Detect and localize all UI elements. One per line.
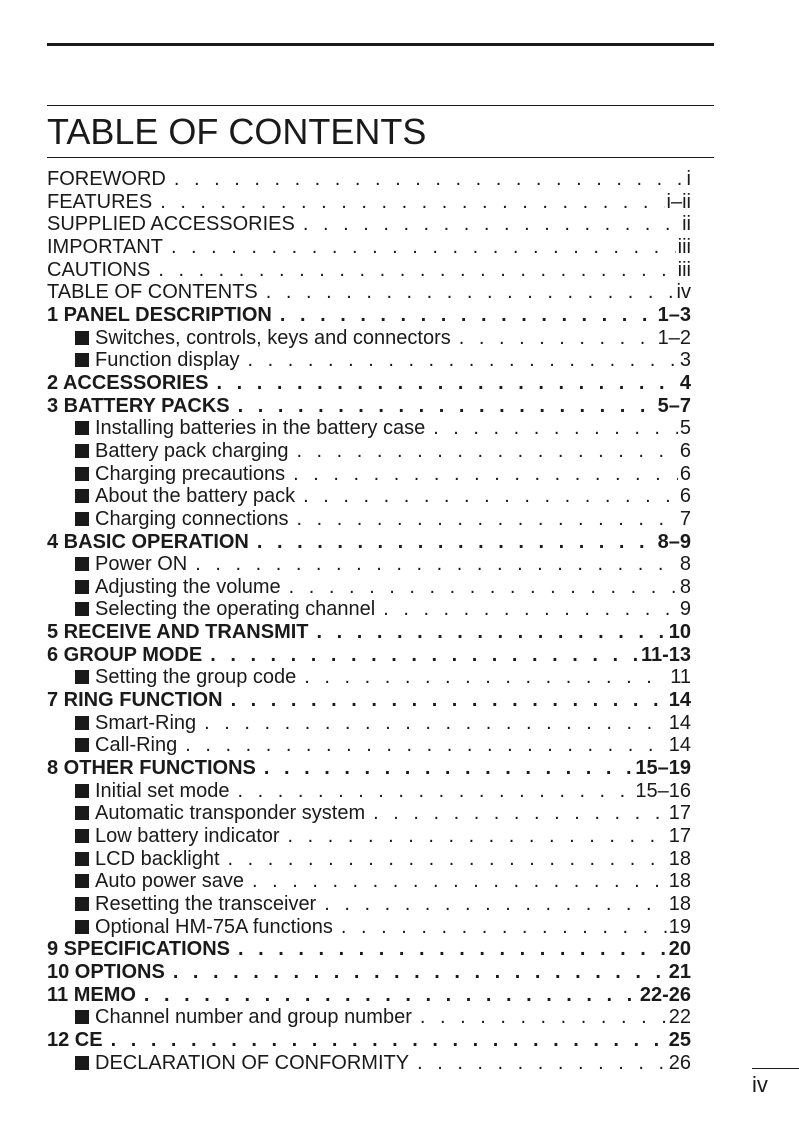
square-bullet-icon (75, 829, 89, 843)
square-bullet-icon (75, 467, 89, 481)
square-bullet-icon (75, 421, 89, 435)
toc-entry[interactable] (47, 191, 691, 214)
dot-leader (248, 349, 678, 372)
toc-entry[interactable] (47, 984, 691, 1007)
toc-entry-label: Low battery indicator (95, 825, 280, 848)
toc-entry[interactable] (47, 281, 691, 304)
square-bullet-icon (75, 784, 89, 798)
square-bullet-icon (75, 602, 89, 616)
toc-entry-page: 21 (668, 960, 691, 983)
dot-leader (293, 463, 678, 486)
dot-leader (158, 259, 675, 282)
toc-entry[interactable] (47, 1029, 691, 1052)
toc-entry-page: 14 (668, 734, 691, 757)
toc-entry[interactable] (47, 168, 691, 191)
toc-entry-label: 11 MEMO (47, 983, 136, 1006)
toc-entry-label: LCD backlight (95, 847, 220, 870)
toc-subentry[interactable] (47, 440, 691, 463)
square-bullet-icon (75, 670, 89, 684)
title-rule-top (47, 105, 714, 106)
top-rule (47, 43, 714, 46)
toc-entry-page: 6 (679, 439, 691, 462)
dot-leader (266, 281, 675, 304)
dot-leader (144, 984, 638, 1007)
title-rule-bottom (47, 157, 714, 158)
toc-entry-page: 15–16 (635, 779, 691, 802)
toc-entry-page: 6 (679, 462, 691, 485)
toc-entry-label: Smart-Ring (95, 711, 197, 734)
toc-entry-label: 10 OPTIONS (47, 960, 165, 983)
square-bullet-icon (75, 920, 89, 934)
toc-subentry[interactable] (47, 870, 691, 893)
toc-entry-label: 8 OTHER FUNCTIONS (47, 757, 256, 780)
toc-entry[interactable] (47, 372, 691, 395)
toc-entry-label: TABLE OF CONTENTS (47, 281, 258, 304)
toc-entry-label: Resetting the transceiver (95, 893, 317, 915)
dot-leader (324, 893, 667, 916)
toc-entry-label: 5 RECEIVE AND TRANSMIT (47, 621, 309, 644)
toc-entry-label: Optional HM-75A functions (95, 915, 333, 938)
dot-leader (288, 825, 667, 848)
dot-leader (304, 666, 668, 689)
toc-entry[interactable] (47, 621, 691, 644)
dot-leader (238, 780, 634, 803)
page-number: iv (752, 1072, 768, 1097)
toc-entry-label: Charging connections (95, 507, 289, 530)
toc-subentry[interactable] (47, 780, 691, 803)
dot-leader (296, 440, 677, 463)
toc-subentry[interactable] (47, 598, 691, 621)
dot-leader (264, 757, 633, 780)
toc-entry-label: Initial set mode (95, 779, 230, 802)
toc-entry-page: 6 (679, 485, 691, 508)
dot-leader (373, 802, 667, 825)
toc-entry-page: 26 (668, 1051, 691, 1074)
dot-leader (252, 870, 667, 893)
page-title: TABLE OF CONTENTS (47, 111, 427, 152)
dot-leader (210, 644, 639, 667)
toc-entry-page: 1–2 (657, 326, 691, 349)
toc-entry-label: About the battery pack (95, 485, 296, 508)
square-bullet-icon (75, 512, 89, 526)
toc-subentry[interactable] (47, 1006, 691, 1029)
toc-entry-page: 15–19 (635, 757, 691, 780)
toc-entry-page: 17 (668, 825, 691, 848)
dot-leader (231, 689, 667, 712)
toc-entry-label: Power ON (95, 553, 188, 576)
square-bullet-icon (75, 1056, 89, 1070)
toc-entry-page: 22 (668, 1006, 691, 1029)
toc-entry-label: 2 ACCESSORIES (47, 371, 209, 394)
toc-entry[interactable] (47, 259, 691, 282)
toc-subentry[interactable] (47, 734, 691, 757)
dot-leader (185, 734, 667, 757)
toc-subentry[interactable] (47, 417, 691, 440)
toc-entry-page: 18 (668, 870, 691, 893)
toc-entry-label: 9 SPECIFICATIONS (47, 938, 230, 961)
dot-leader (171, 236, 676, 259)
toc-entry-page: i (686, 168, 691, 190)
dot-leader (417, 1052, 667, 1075)
dot-leader (280, 304, 656, 327)
toc-subentry[interactable] (47, 1052, 691, 1075)
toc-list (47, 168, 691, 1074)
dot-leader (204, 712, 667, 735)
toc-entry[interactable] (47, 938, 691, 961)
toc-entry[interactable] (47, 236, 691, 259)
toc-subentry[interactable] (47, 712, 691, 735)
toc-entry-label: Automatic transponder system (95, 802, 366, 825)
square-bullet-icon (75, 738, 89, 752)
toc-entry-page: 4 (679, 371, 691, 394)
toc-subentry[interactable] (47, 349, 691, 372)
toc-entry-label: Battery pack charging (95, 439, 289, 462)
dot-leader (257, 531, 656, 554)
toc-entry-label: 1 PANEL DESCRIPTION (47, 303, 272, 326)
toc-entry[interactable] (47, 757, 691, 780)
toc-entry-page: 9 (679, 598, 691, 621)
dot-leader (228, 848, 667, 871)
dot-leader (341, 916, 667, 939)
toc-entry-page: 18 (668, 893, 691, 915)
toc-entry-page: 11-13 (640, 643, 691, 666)
toc-entry-page: 17 (668, 802, 691, 825)
toc-entry-page: 1–3 (657, 303, 691, 326)
toc-entry-label: Charging precautions (95, 462, 286, 485)
toc-entry-label: 4 BASIC OPERATION (47, 530, 249, 553)
toc-entry-page: 14 (668, 711, 691, 734)
toc-entry[interactable] (47, 304, 691, 327)
folio-rule (752, 1068, 799, 1069)
dot-leader (111, 1029, 667, 1052)
dot-leader (459, 327, 656, 350)
toc-entry-page: 20 (668, 938, 691, 961)
toc-entry-label: Switches, controls, keys and connectors (95, 326, 451, 349)
toc-entry-label: 3 BATTERY PACKS (47, 394, 230, 417)
toc-entry-label: FOREWORD (47, 168, 166, 190)
dot-leader (173, 961, 667, 984)
dot-leader (238, 395, 656, 418)
square-bullet-icon (75, 580, 89, 594)
toc-entry-page: 8 (679, 575, 691, 598)
dot-leader (217, 372, 678, 395)
toc-entry-page: 11 (670, 666, 691, 689)
toc-entry-label: 12 CE (47, 1028, 103, 1051)
toc-entry[interactable] (47, 961, 691, 984)
toc-entry-page: 5–7 (657, 394, 691, 417)
square-bullet-icon (75, 874, 89, 888)
toc-subentry[interactable] (47, 553, 691, 576)
dot-leader (238, 938, 667, 961)
toc-subentry[interactable] (47, 576, 691, 599)
toc-entry-label: 6 GROUP MODE (47, 643, 203, 666)
toc-entry-label: FEATURES (47, 190, 153, 213)
dot-leader (289, 576, 678, 599)
toc-entry-page: 25 (668, 1028, 691, 1051)
dot-leader (433, 417, 678, 440)
square-bullet-icon (75, 716, 89, 730)
toc-entry-label: Channel number and group number (95, 1006, 412, 1029)
toc-entry[interactable] (47, 531, 691, 554)
dot-leader (383, 598, 678, 621)
toc-entry-page: 7 (679, 507, 691, 530)
square-bullet-icon (75, 489, 89, 503)
toc-subentry[interactable] (47, 848, 691, 871)
toc-entry-page: 22-26 (639, 983, 691, 1006)
toc-entry-page: 8–9 (657, 530, 691, 553)
toc-subentry[interactable] (47, 508, 691, 531)
toc-entry-label: IMPORTANT (47, 235, 163, 258)
dot-leader (160, 191, 664, 214)
toc-entry-label: DECLARATION OF CONFORMITY (95, 1051, 410, 1074)
toc-entry-page: 3 (679, 349, 691, 372)
square-bullet-icon (75, 1010, 89, 1024)
dot-leader (303, 485, 678, 508)
toc-entry[interactable] (47, 395, 691, 418)
toc-entry-label: Auto power save (95, 870, 244, 893)
toc-entry-label: Setting the group code (95, 666, 297, 689)
toc-entry-page: 18 (668, 847, 691, 870)
dot-leader (420, 1006, 667, 1029)
square-bullet-icon (75, 353, 89, 367)
toc-subentry[interactable] (47, 327, 691, 350)
dot-leader (317, 621, 667, 644)
toc-entry-page: 14 (668, 689, 691, 712)
dot-leader (195, 553, 678, 576)
square-bullet-icon (75, 897, 89, 911)
toc-subentry[interactable] (47, 802, 691, 825)
toc-entry-page: 10 (668, 621, 691, 644)
toc-entry-label: SUPPLIED ACCESSORIES (47, 213, 295, 236)
square-bullet-icon (75, 331, 89, 345)
toc-subentry[interactable] (47, 893, 691, 916)
toc-subentry[interactable] (47, 485, 691, 508)
square-bullet-icon (75, 557, 89, 571)
toc-subentry[interactable] (47, 916, 691, 939)
toc-entry-page: iv (676, 281, 691, 304)
toc-entry-label: Selecting the operating channel (95, 598, 376, 621)
toc-entry[interactable] (47, 213, 691, 236)
toc-subentry[interactable] (47, 666, 691, 689)
toc-entry[interactable] (47, 644, 691, 667)
toc-entry-label: CAUTIONS (47, 258, 151, 281)
square-bullet-icon (75, 806, 89, 820)
toc-entry-label: Installing batteries in the battery case (95, 417, 426, 440)
toc-entry-label: Adjusting the volume (95, 575, 281, 598)
square-bullet-icon (75, 852, 89, 866)
toc-entry-page: ii (682, 213, 691, 236)
toc-entry[interactable] (47, 689, 691, 712)
dot-leader (174, 168, 685, 191)
toc-entry-page: 8 (679, 553, 691, 576)
toc-entry-page: 5 (679, 417, 691, 440)
toc-entry-page: i–ii (666, 190, 691, 213)
dot-leader (303, 213, 680, 236)
toc-entry-label: Call-Ring (95, 734, 178, 757)
toc-subentry[interactable] (47, 463, 691, 486)
square-bullet-icon (75, 444, 89, 458)
toc-entry-page: iii (677, 258, 691, 281)
toc-entry-page: 19 (668, 915, 691, 938)
dot-leader (296, 508, 677, 531)
toc-entry-page: iii (677, 235, 691, 258)
toc-entry-label: Function display (95, 349, 240, 372)
toc-subentry[interactable] (47, 825, 691, 848)
toc-entry-label: 7 RING FUNCTION (47, 689, 223, 712)
